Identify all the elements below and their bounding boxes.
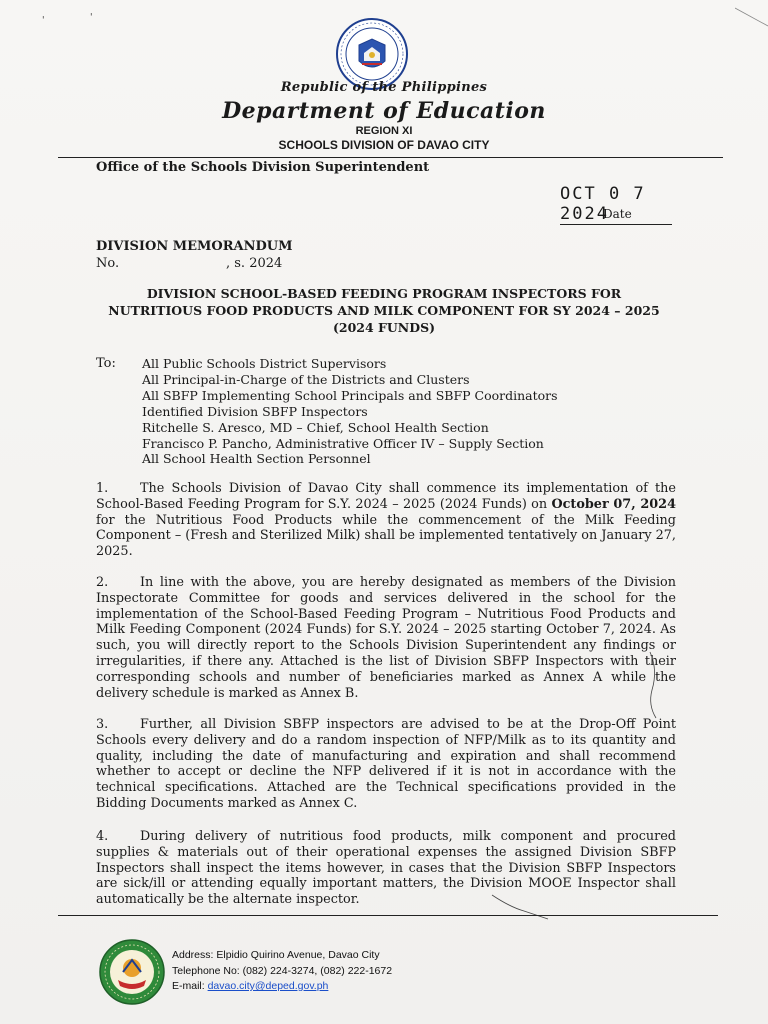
paragraph-number: 4. (96, 829, 109, 844)
email-link[interactable]: davao.city@deped.gov.ph (207, 980, 329, 992)
office-heading: Office of the Schools Division Superintendent (96, 160, 430, 175)
contact-footer (172, 948, 392, 995)
paragraph-text: Further, all Division SBFP inspectors are advised to be at the Drop-Off Point Schools every delivery and do a random inspection of NFP/Milk as to its quantity and quality, including the date of manufacturing and expiration and shall recommend whether to accept or decline the NFP delivered if it is not in accordance with the technical specifications. Attached are the Technical specifications provided in the Bidding Documents marked as Annex C. (96, 717, 676, 811)
to-label: To: (96, 356, 116, 371)
recipient-item: All Principal-in-Charge of the Districts and Clusters (142, 371, 470, 387)
paragraph-text: for the Nutritious Food Products while the commencement of the Milk Feeding Component – (Fresh and Sterilized Milk) shall be implemented tentatively on January 27, 2025. (96, 512, 676, 560)
paragraph-number: 1. (96, 481, 109, 496)
paragraph-number: 3. (96, 717, 109, 732)
memo-title: DIVISION MEMORANDUM (96, 239, 293, 254)
paragraph-2 (96, 575, 676, 701)
date-stamp: OCT 0 7 2024 (560, 184, 672, 225)
footer-email (172, 979, 392, 995)
paragraph-3 (96, 717, 676, 812)
pen-mark (640, 650, 670, 720)
footer-divider (58, 915, 718, 916)
footer-telephone: Telephone No: (082) 224-3274, (082) 222-1672 (172, 964, 393, 977)
department-heading: Department of Education (222, 98, 546, 124)
paragraph-number: 2. (96, 575, 109, 590)
recipient-item: Ritchelle S. Aresco, MD – Chief, School Health Section (142, 419, 489, 435)
republic-heading: Republic of the Philippines (280, 80, 488, 95)
recipient-item: Identified Division SBFP Inspectors (142, 403, 368, 419)
recipient-item: All Public Schools District Supervisors (142, 356, 387, 371)
subject-line: (2024 FUNDS) (332, 320, 436, 335)
header-divider (58, 157, 723, 158)
memo-subject (90, 285, 678, 336)
davao-division-seal-icon (98, 938, 166, 1006)
email-label: E-mail: (172, 980, 208, 992)
start-date-emphasis: October 07, 2024 (551, 496, 676, 512)
region-heading: REGION XI (355, 125, 413, 137)
recipient-list (142, 356, 558, 467)
paragraph-1 (96, 481, 676, 560)
page-corner-fold (735, 0, 768, 30)
division-heading: SCHOOLS DIVISION OF DAVAO CITY (278, 138, 490, 152)
scan-mark: ' (90, 13, 93, 23)
memo-series: , s. 2024 (226, 256, 283, 271)
paragraph-text: During delivery of nutritious food products, milk component and procured supplies & materials out of their operational expenses the assigned Division SBFP Inspectors shall inspect the items however, in cases that the Division SBFP Inspectors are sick/ill or attending equally important matters, the Division MOOE Inspector shall automatically be the alternate inspector. (96, 829, 676, 908)
subject-line: DIVISION SCHOOL-BASED FEEDING PROGRAM INSPECTORS FOR (146, 286, 622, 301)
recipient-item: All School Health Section Personnel (142, 451, 371, 467)
pen-mark (490, 893, 550, 923)
memo-number-label: No. (96, 256, 120, 271)
paragraph-text: The Schools Division of Davao City shall commence its implementation of the School-Based Feeding Program for S.Y. 2024 – 2025 (2024 Funds) on (96, 481, 676, 512)
footer-address: Address: Elpidio Quirino Avenue, Davao City (172, 949, 380, 961)
recipient-item: Francisco P. Pancho, Administrative Officer IV – Supply Section (142, 435, 544, 451)
paragraph-4 (96, 829, 676, 908)
recipient-item: All SBFP Implementing School Principals and SBFP Coordinators (142, 387, 558, 403)
subject-line: NUTRITIOUS FOOD PRODUCTS AND MILK COMPONENT FOR SY 2024 – 2025 (108, 303, 660, 318)
scan-mark: ' (42, 16, 45, 26)
paragraph-text: In line with the above, you are hereby designated as members of the Division Inspectorate Committee for goods and services delivered in the school for the implementation of the School-Based Feeding Program – Nutritious Food Products and Milk Feeding Component (2024 Funds) for S.Y. 2024 – 2025 starting October 7, 2024. As such, you will directly report to the Schools Division Superintendent any findings or irregularities, if there any. Attached is the list of Division SBFP Inspectors with their corresponding schools and number of beneficiaries marked as Annex A while the delivery schedule is marked as Annex B. (96, 575, 676, 701)
date-label: Date (603, 207, 632, 221)
